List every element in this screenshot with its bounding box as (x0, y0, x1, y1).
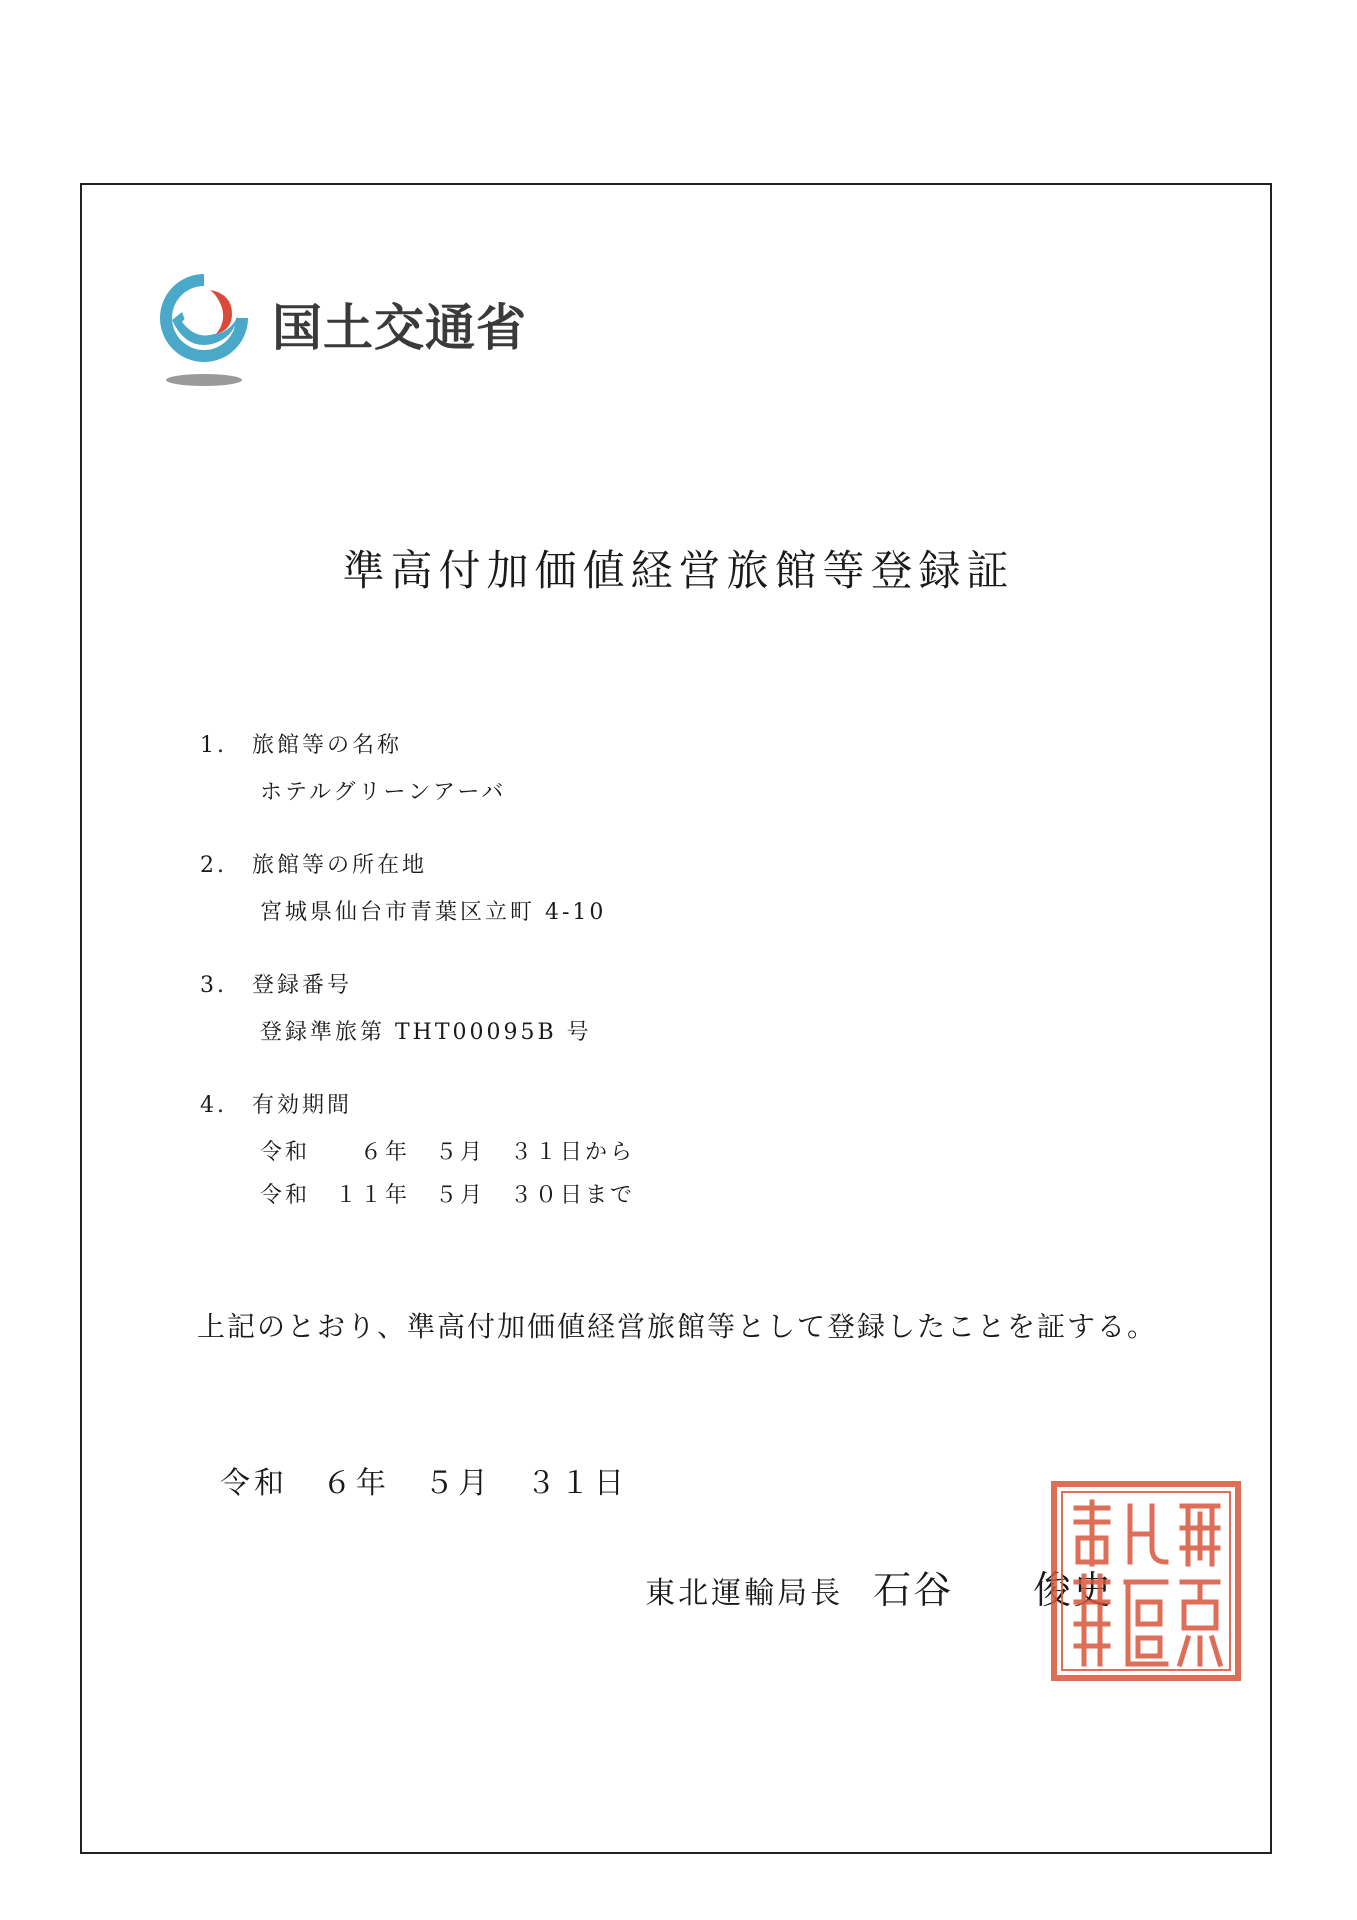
item-value: 登録準旅第 THT00095B 号 (260, 1020, 592, 1045)
item-value: ホテルグリーンアーバ (260, 780, 507, 805)
item-number: 4. (200, 1093, 227, 1118)
item-number: 1. (200, 733, 227, 758)
ministry-logo (152, 268, 572, 388)
item-validity-period (200, 1088, 635, 1209)
item-label: 登録番号 (252, 973, 353, 998)
ministry-name: 国土交通省 (272, 299, 527, 357)
certificate-title: 準高付加価値経営旅館等登録証 (342, 546, 1015, 595)
signer (635, 1540, 1113, 1614)
item-registration-number (200, 968, 592, 1046)
signer-office: 東北運輸局長 (645, 1576, 844, 1611)
item-facility-name (200, 728, 506, 806)
item-facility-address (200, 848, 606, 926)
item-number: 2. (200, 853, 227, 878)
signer-name: 石谷 俊史 (873, 1568, 1114, 1612)
issue-date: 令和 ６年 ５月 ３１日 (220, 1466, 628, 1501)
item-value: 宮城県仙台市青葉区立町 4-10 (260, 900, 607, 925)
item-number: 3. (200, 973, 227, 998)
item-label: 有効期間 (252, 1093, 353, 1118)
item-label: 旅館等の所在地 (252, 853, 428, 878)
certification-statement: 上記のとおり、準高付加価値経営旅館等として登録したことを証する。 (197, 1310, 1158, 1343)
item-value-end: 令和 １１年 ５月 ３０日まで (260, 1183, 636, 1208)
item-value-start: 令和 ６年 ５月 ３１日から (260, 1140, 636, 1165)
item-label: 旅館等の名称 (252, 733, 403, 758)
mlit-emblem-icon (152, 268, 256, 388)
official-seal-icon (1048, 1478, 1244, 1684)
